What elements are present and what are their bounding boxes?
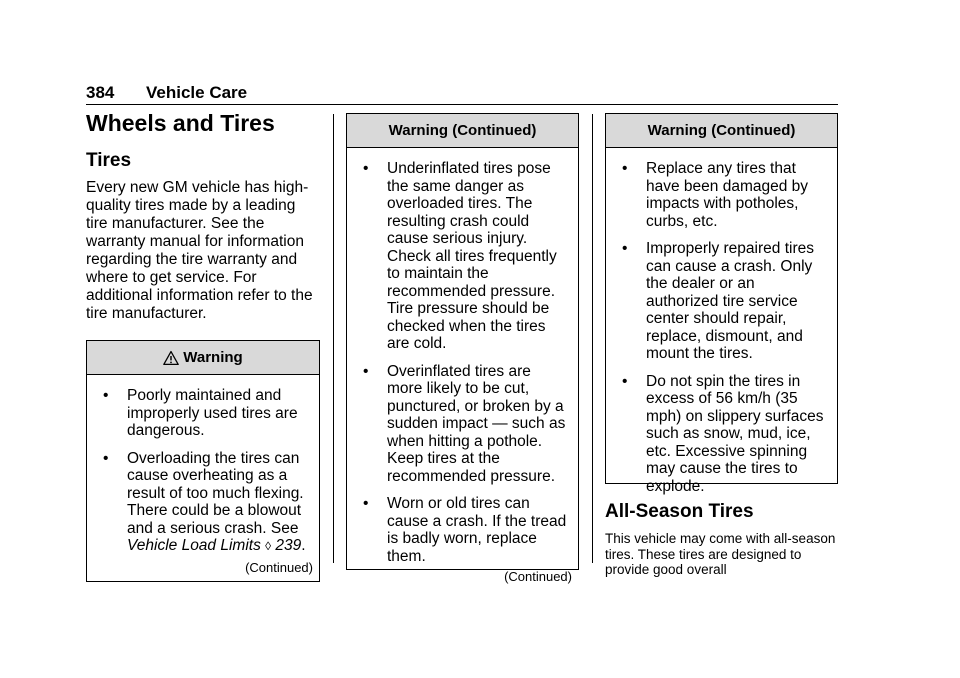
bullet: •: [363, 495, 369, 512]
section-title-tires: Tires: [86, 150, 132, 171]
column-1: [86, 110, 320, 582]
warning-header: [606, 114, 837, 148]
warning-item: • Overloading the tires can cause overheating as a result of too much flexing. There could be a blowout and a serious crash. See Vehicle Load Limits ◊ 239.: [103, 449, 306, 554]
all-season-paragraph: This vehicle may come with all-season tires. These tires are designed to provide good overall: [605, 531, 836, 577]
continued-note: (Continued): [504, 569, 572, 584]
section-name: Vehicle Care: [146, 83, 248, 102]
continued-note: (Continued): [245, 559, 313, 575]
warning-item: [622, 373, 829, 496]
chapter-title: Wheels and Tires: [86, 110, 275, 136]
header-rule: [86, 104, 838, 105]
bullet: •: [622, 372, 628, 390]
warning-item: [103, 387, 311, 440]
warning-box-3: [605, 113, 838, 495]
reference-page-number: 239: [275, 537, 302, 554]
page-reference-icon: ◊: [265, 539, 272, 553]
warning-item: [622, 240, 829, 363]
warning-heading: Warning (Continued): [388, 122, 537, 139]
warning-item-text: Overinflated tires are more likely to be cut, punctured, or broken by a sudden impact — such as when hitting a pothole. Keep tires at the recommended pressure.: [387, 362, 566, 485]
warning-box-2: [346, 113, 579, 584]
warning-header: [347, 114, 578, 148]
bullet: •: [363, 160, 369, 177]
warning-list: [87, 375, 319, 556]
warning-list: [347, 148, 578, 565]
bullet: •: [103, 449, 109, 467]
warning-triangle-icon: [163, 350, 179, 366]
warning-heading: Warning (Continued): [647, 122, 796, 139]
warning-item: [363, 495, 570, 565]
warning-item-text: Replace any tires that have been damaged by impacts with potholes, curbs, etc.: [646, 160, 809, 230]
bullet: •: [103, 387, 109, 404]
column-3: [605, 110, 838, 578]
warning-item-text: Overloading the tires can cause overheating as a result of too much flexing. There could be a blowout and a serious crash. See: [127, 449, 304, 537]
bullet: •: [363, 362, 369, 380]
column-2: [346, 110, 579, 584]
bullet: •: [622, 240, 628, 257]
warning-item: [622, 160, 829, 230]
warning-heading: Warning: [183, 349, 243, 366]
warning-item-text: Worn or old tires can cause a crash. If the tread is badly worn, replace them.: [387, 495, 567, 565]
warning-box-1: [86, 340, 320, 582]
cross-reference-link[interactable]: Vehicle Load Limits: [127, 537, 261, 554]
column-divider-2: [592, 114, 593, 563]
warning-item-text: Poorly maintained and improperly used tires are dangerous.: [127, 387, 298, 439]
warning-list: [606, 148, 837, 495]
section-title-all-season: All-Season Tires: [605, 501, 754, 522]
bullet: •: [622, 160, 628, 177]
warning-header: [87, 341, 319, 375]
page-header: [86, 83, 838, 105]
column-divider-1: [333, 114, 334, 563]
warning-item-text: Underinflated tires pose the same danger as overloaded tires. The resulting crash could cause serious injury. Check all tires frequently to maintain the recommended pressure. Tire pressure should be checked when the tires are cold.: [387, 160, 557, 352]
tires-intro-paragraph: Every new GM vehicle has high-quality tires made by a leading tire manufacturer. See the warranty manual for information regarding the tire warranty and where to get service. For additional information refer to the tire manufacturer.: [86, 179, 313, 322]
warning-item-text: Do not spin the tires in excess of 56 km/h (35 mph) on slippery surfaces such as snow, mud, ice, etc. Excessive spinning may cause the tires to explode.: [646, 372, 824, 495]
warning-item: [363, 363, 570, 486]
page-number: 384: [86, 83, 115, 102]
warning-item-text: Improperly repaired tires can cause a crash. Only the dealer or an authorized tire service center should repair, replace, dismount, and mount the tires.: [646, 240, 814, 362]
warning-item: [363, 160, 570, 353]
